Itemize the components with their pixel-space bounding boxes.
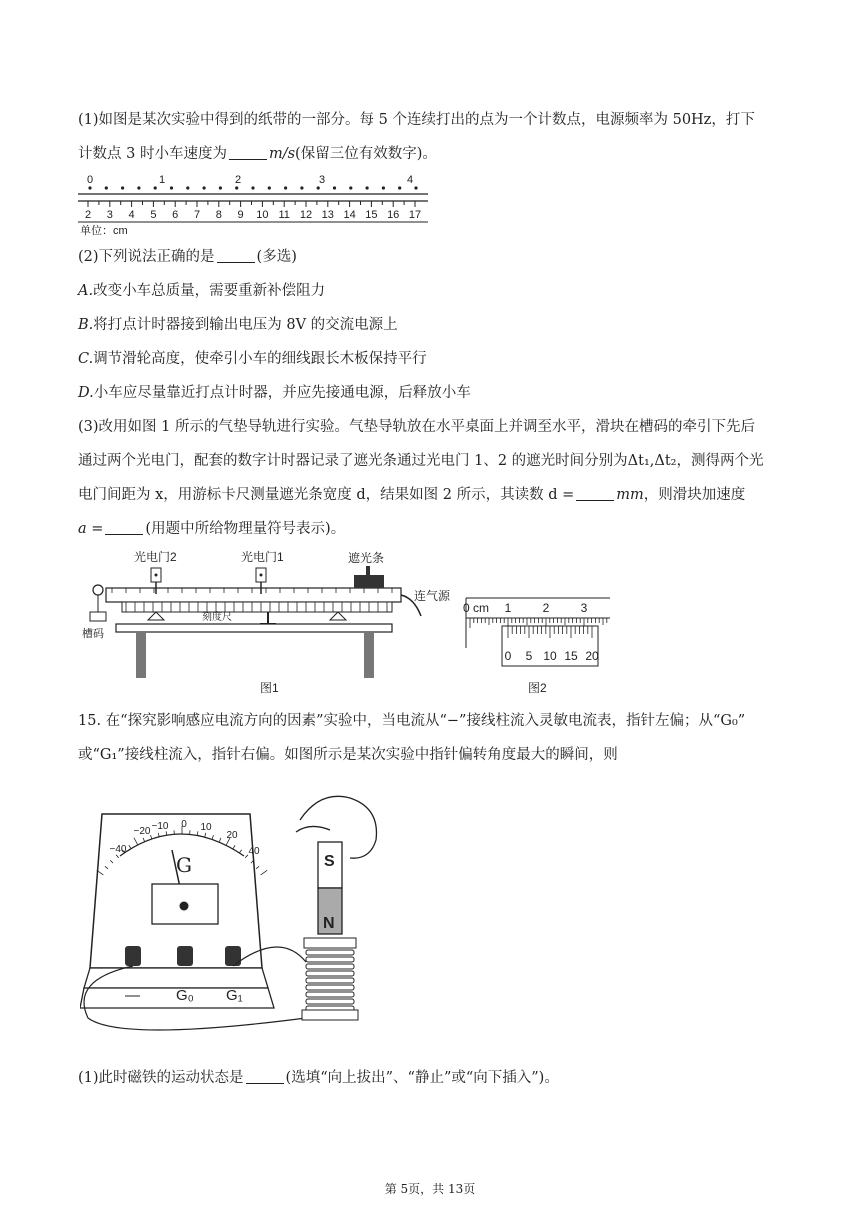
tape-dot	[349, 186, 352, 189]
option-b: B.将打点计时器接到输出电压为 8V 的交流电源上	[78, 317, 398, 333]
main-scale-label: 2	[542, 601, 550, 615]
galvanometer-figure	[80, 780, 410, 1050]
dial-scale-label: −40	[109, 844, 127, 855]
ruler-label: 13	[321, 209, 334, 221]
q15-part1: (1)此时磁铁的运动状态是 (选填“向上拔出”、“静止”或“向下插入”)。	[78, 1070, 559, 1086]
coil-turn	[306, 964, 354, 969]
tape-dot	[333, 186, 336, 189]
dial-scale-label: −10	[151, 821, 169, 832]
main-scale-label: 1	[504, 601, 512, 615]
terminal-minus: —	[125, 987, 140, 1004]
q14-part3-line3: 电门间距为 x，用游标卡尺测量遮光条宽度 d，结果如图 2 所示，其读数 d = mm，则滑块加速度	[78, 487, 746, 503]
q14-part3-line2: 通过两个光电门，配套的数字计时器记录了遮光条通过光电门 1、2 的遮光时间分别为Δt₁,Δt₂，测得两个光	[78, 453, 764, 469]
page-footer: 第 5页，共 13页	[384, 1182, 476, 1196]
scale-label: 刻度尺	[202, 612, 232, 623]
q14-part1-line1: (1)如图是某次实验中得到的纸带的一部分。每 5 个连续打出的点为一个计数点，电源频率为 50Hz，打下	[78, 112, 755, 128]
count-point-label: 2	[234, 174, 242, 186]
tape-dot	[317, 186, 320, 189]
vernier-label: 0	[504, 649, 512, 663]
dial-scale-label: 0	[181, 819, 187, 830]
ruler-label: 5	[150, 209, 157, 221]
q15-line1: 15. 在“探究影响感应电流方向的因素”实验中，当电流从“−”接线柱流入灵敏电流表，指针左偏；从“G₀”	[78, 713, 746, 729]
dial-tick	[256, 866, 259, 869]
vernier-caliper-figure	[462, 596, 622, 698]
coil-turn	[306, 978, 354, 983]
dial-scale-label: −20	[133, 826, 151, 837]
ruler-label: 12	[299, 209, 313, 221]
ruler-label: 6	[172, 209, 179, 221]
coil-turn	[306, 999, 354, 1004]
count-point-label: 0	[86, 174, 94, 186]
fig1-caption: 图1	[260, 681, 279, 695]
tape-dot	[154, 186, 157, 189]
tape-dot	[170, 186, 173, 189]
answer-blank	[105, 520, 143, 535]
tape-dot	[251, 186, 254, 189]
vernier-label: 10	[543, 649, 557, 663]
tape-dot	[137, 186, 140, 189]
coil-turn	[306, 971, 354, 976]
main-scale-label: 3	[580, 601, 588, 615]
q14-part1-line2: 计数点 3 时小车速度为 m/s(保留三位有效数字)。	[78, 146, 437, 162]
vernier-label: 15	[564, 649, 578, 663]
ruler-label: 9	[237, 209, 244, 221]
dial-scale-label: 10	[200, 822, 212, 833]
answer-blank	[246, 1069, 284, 1084]
ruler-label: 10	[256, 209, 269, 221]
ruler-label: 3	[106, 209, 113, 221]
gate1-label: 光电门1	[241, 550, 284, 564]
ruler-label: 17	[408, 209, 422, 221]
shade-label: 遮光条	[348, 551, 385, 565]
tape-unit-label: 单位：cm	[80, 225, 128, 237]
answer-blank	[576, 486, 614, 501]
count-point-label: 1	[158, 174, 166, 186]
tape-dot	[268, 186, 271, 189]
ruler-label: 2	[84, 209, 92, 221]
tape-dot	[382, 186, 385, 189]
q14-part3-line4: a = (用题中所给物理量符号表示)。	[78, 521, 346, 537]
ruler-label: 16	[387, 209, 400, 221]
tape-dot	[366, 186, 369, 189]
tape-dot	[105, 186, 108, 189]
tape-dot	[398, 186, 401, 189]
tape-dot	[121, 186, 124, 189]
q14-part3-line1: (3)改用如图 1 所示的气垫导轨进行实验。气垫导轨放在水平桌面上并调至水平，滑块在槽码的牵引下先后	[78, 419, 755, 435]
vernier-label: 5	[525, 649, 533, 663]
ruler-label: 8	[215, 209, 222, 221]
ruler-label: 11	[278, 209, 290, 221]
dial-scale-label: 40	[248, 846, 260, 857]
answer-blank	[217, 248, 255, 263]
weight-label: 槽码	[82, 628, 104, 640]
air-track-figure	[76, 548, 466, 698]
coil-turn	[306, 957, 354, 962]
terminal-g0: G₀	[176, 987, 194, 1004]
coil-turn	[306, 950, 354, 955]
ruler-label: 14	[343, 209, 356, 221]
vernier-label: 20	[585, 649, 599, 663]
q15-line2: 或“G₁”接线柱流入，指针右偏。如图所示是某次实验中指针偏转角度最大的瞬间，则	[78, 747, 618, 763]
fig2-caption: 图2	[528, 681, 547, 695]
dial-letter: G	[176, 853, 192, 877]
tape-dot	[414, 186, 417, 189]
ruler-label: 15	[365, 209, 378, 221]
air-source-label: 连气源	[414, 589, 451, 603]
dial-scale-label: 20	[226, 830, 238, 841]
coil-turn	[306, 992, 354, 997]
tape-dot	[88, 186, 91, 189]
gate2-label: 光电门2	[134, 550, 177, 564]
count-point-label: 4	[406, 174, 414, 186]
q14-part2-prompt: (2)下列说法正确的是 (多选)	[78, 249, 297, 265]
tape-dot	[284, 186, 287, 189]
paper-tape-figure	[76, 172, 432, 238]
option-a: A.改变小车总质量，需要重新补偿阻力	[78, 283, 326, 299]
coil-turn	[306, 985, 354, 990]
tape-dot	[203, 186, 206, 189]
option-d: D.小车应尽量靠近打点计时器，并应先接通电源，后释放小车	[78, 385, 471, 401]
dial-tick	[261, 870, 268, 875]
option-c: C.调节滑轮高度，使牵引小车的细线跟长木板保持平行	[78, 351, 427, 367]
tape-dot	[300, 186, 303, 189]
terminal-g1: G₁	[226, 987, 243, 1004]
magnet-n-label: N	[323, 915, 335, 932]
magnet-s-label: S	[324, 853, 335, 870]
answer-blank	[229, 145, 267, 160]
count-point-label: 3	[318, 174, 326, 186]
tape-dot	[186, 186, 189, 189]
main-scale-label: 0 cm	[462, 601, 490, 615]
ruler-label: 4	[128, 209, 135, 221]
tape-dot	[219, 186, 222, 189]
ruler-label: 7	[193, 209, 201, 221]
tape-dot	[235, 186, 238, 189]
